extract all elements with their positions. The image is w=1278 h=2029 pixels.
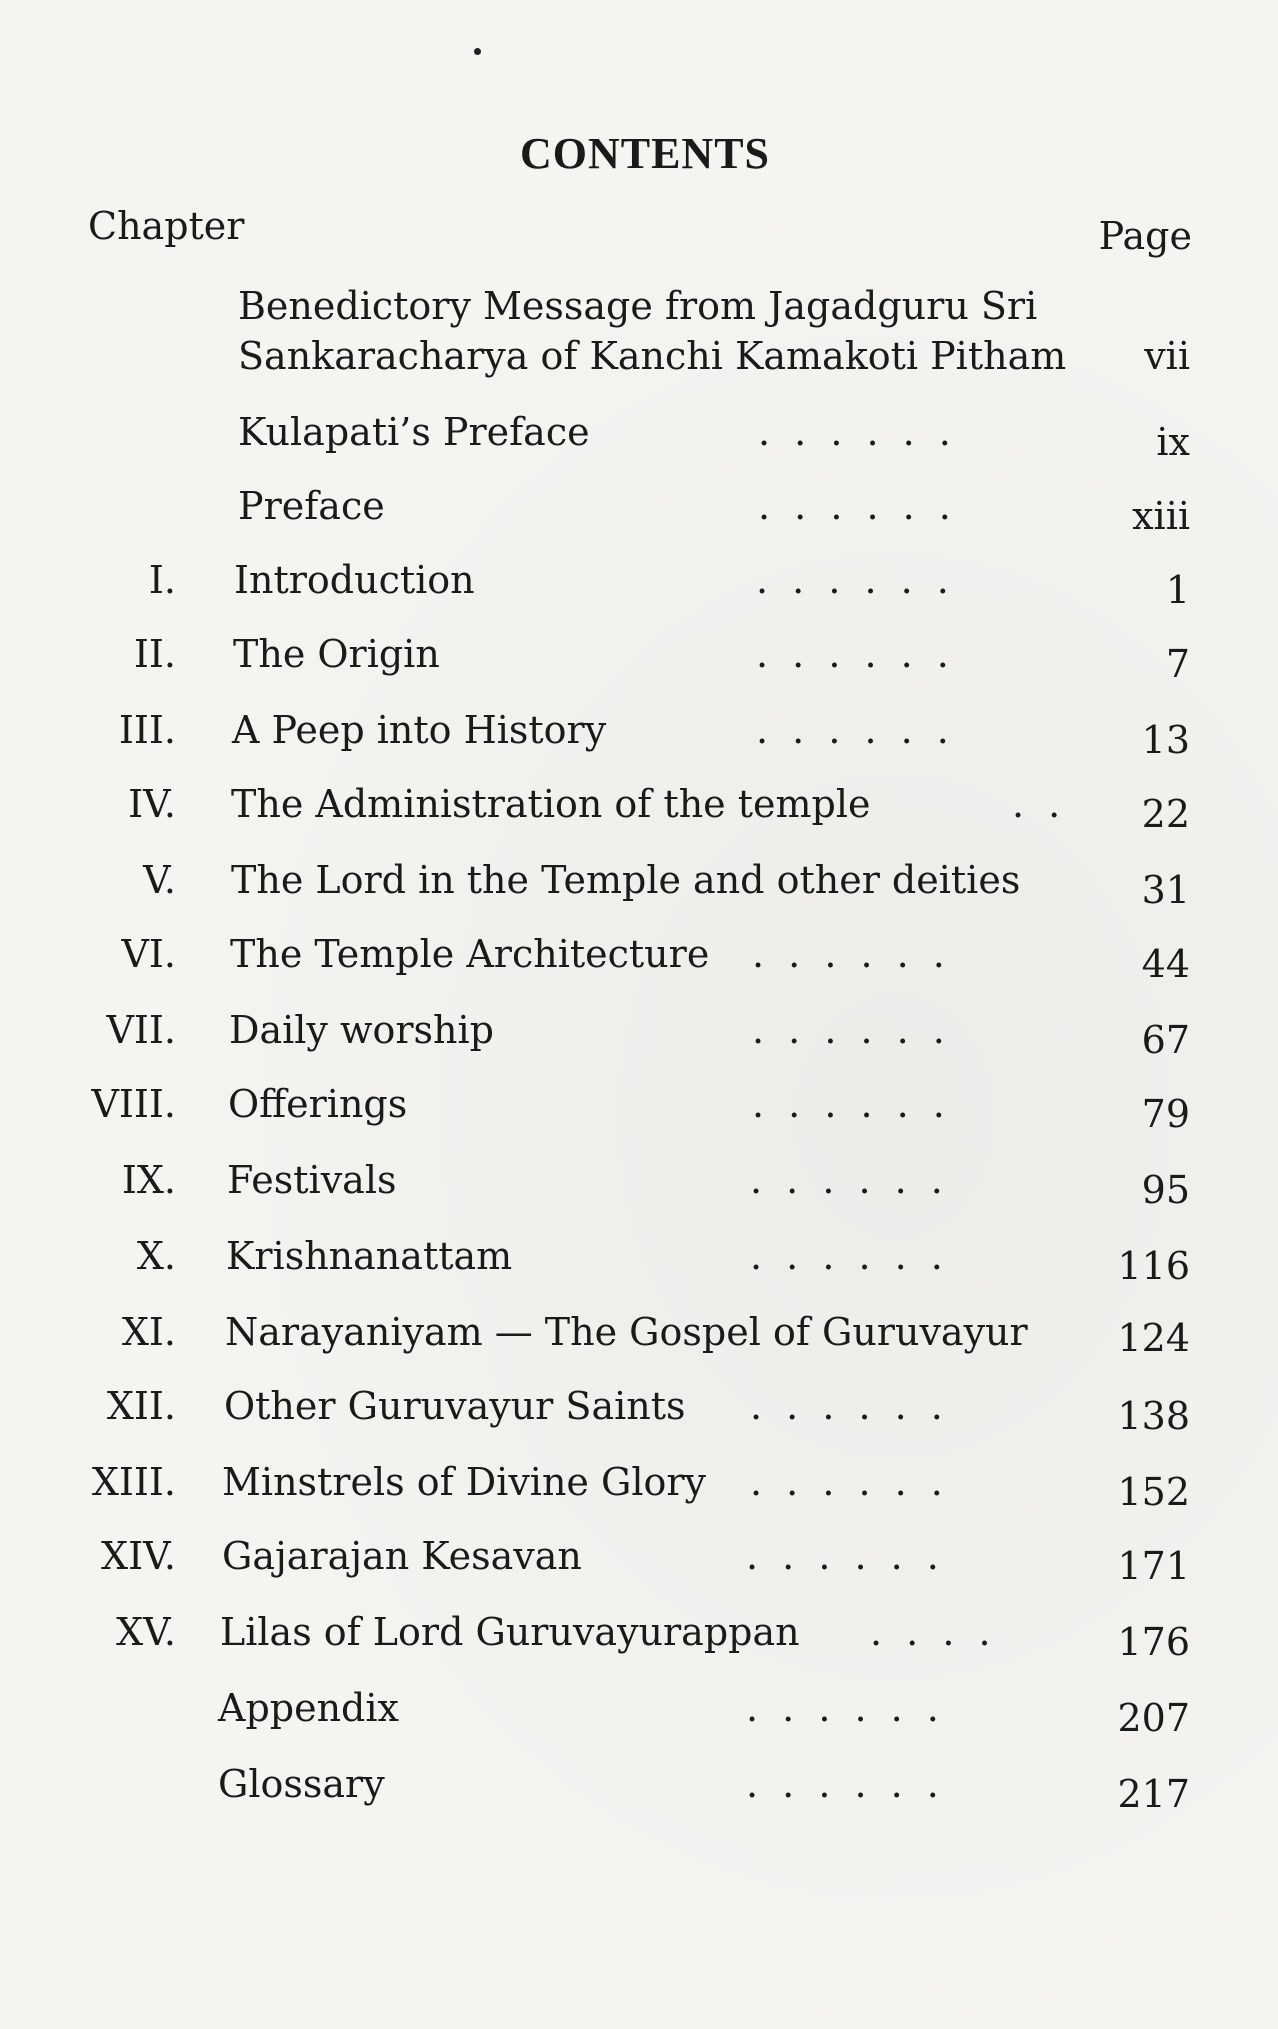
toc-entry-chapter-12 xyxy=(0,1384,1278,1444)
chapter-title: Narayaniyam — The Gospel of Guruvayur xyxy=(225,1310,1028,1354)
chapter-number: II. xyxy=(133,632,176,676)
page-column-header: Page xyxy=(1098,214,1192,258)
dot-leader: . . . . . . xyxy=(750,1384,949,1428)
chapter-number: VII. xyxy=(106,1008,176,1052)
entry-title-line1: Benedictory Message from Jagadguru Sri xyxy=(238,284,1038,328)
chapter-number: XII. xyxy=(106,1384,176,1428)
entry-page: vii xyxy=(1144,334,1190,378)
chapter-title: Introduction xyxy=(234,558,475,602)
toc-entry-chapter-13 xyxy=(0,1460,1278,1520)
dot-leader: . . . . . . xyxy=(758,410,957,454)
chapter-title: The Administration of the temple xyxy=(231,782,871,826)
toc-entry-chapter-7 xyxy=(0,1008,1278,1068)
dot-leader: . . . . . . xyxy=(750,1158,949,1202)
dot-leader: . . . . . . xyxy=(746,1762,945,1806)
ink-dot xyxy=(474,48,481,55)
chapter-title: Offerings xyxy=(228,1082,408,1126)
dot-leader: . . . . . . xyxy=(746,1686,945,1730)
entry-title: Appendix xyxy=(218,1686,399,1730)
entry-title: Glossary xyxy=(218,1762,385,1806)
entry-page: 207 xyxy=(1117,1696,1190,1740)
chapter-title: The Temple Architecture xyxy=(230,932,710,976)
chapter-page: 1 xyxy=(1165,568,1190,612)
chapter-title: Daily worship xyxy=(229,1008,494,1052)
toc-entry-chapter-5 xyxy=(0,858,1278,918)
toc-entry-chapter-1 xyxy=(0,558,1278,618)
toc-entry-chapter-11 xyxy=(0,1310,1278,1370)
dot-leader: . . xyxy=(1012,782,1067,826)
toc-entry-kulapati-preface xyxy=(0,410,1278,470)
dot-leader: . . . . . . xyxy=(752,932,951,976)
toc-entry-chapter-2 xyxy=(0,632,1278,692)
chapter-page: 31 xyxy=(1141,868,1190,912)
toc-entry-glossary xyxy=(0,1762,1278,1822)
entry-title: Preface xyxy=(238,484,385,528)
chapter-title: Other Guruvayur Saints xyxy=(224,1384,686,1428)
entry-title-line2: Sankaracharya of Kanchi Kamakoti Pitham xyxy=(238,334,1067,378)
dot-leader: . . . . . . xyxy=(756,708,955,752)
chapter-title: A Peep into History xyxy=(232,708,607,752)
toc-entry-chapter-9 xyxy=(0,1158,1278,1218)
chapter-number: VIII. xyxy=(91,1082,176,1126)
chapter-number: XI. xyxy=(121,1310,176,1354)
toc-entry-chapter-4 xyxy=(0,782,1278,842)
chapter-page: 138 xyxy=(1117,1394,1190,1438)
chapter-title: Minstrels of Divine Glory xyxy=(222,1460,707,1504)
chapter-title: Festivals xyxy=(227,1158,397,1202)
chapter-page: 95 xyxy=(1141,1168,1190,1212)
chapter-title: The Origin xyxy=(233,632,440,676)
dot-leader: . . . . . . xyxy=(752,1082,951,1126)
chapter-number: I. xyxy=(148,558,176,602)
chapter-number: X. xyxy=(136,1234,176,1278)
entry-title: Kulapati’s Preface xyxy=(238,410,590,454)
chapter-page: 44 xyxy=(1141,942,1190,986)
chapter-title: Gajarajan Kesavan xyxy=(222,1534,582,1578)
toc-entry-preface xyxy=(0,484,1278,544)
chapter-number: VI. xyxy=(121,932,176,976)
dot-leader: . . . . . . xyxy=(756,558,955,602)
toc-entry-chapter-14 xyxy=(0,1534,1278,1594)
chapter-number: XIV. xyxy=(101,1534,176,1578)
chapter-page: 124 xyxy=(1117,1316,1190,1360)
chapter-page: 176 xyxy=(1117,1620,1190,1664)
dot-leader: . . . . . . xyxy=(746,1534,945,1578)
chapter-number: XV. xyxy=(116,1610,176,1654)
chapter-number: IX. xyxy=(121,1158,176,1202)
dot-leader: . . . . . . xyxy=(750,1460,949,1504)
chapter-page: 13 xyxy=(1141,718,1190,762)
chapter-column-header: Chapter xyxy=(88,204,245,248)
dot-leader: . . . . . . xyxy=(750,1234,949,1278)
chapter-number: III. xyxy=(118,708,176,752)
toc-entry-benedictory xyxy=(0,284,1278,378)
chapter-title: The Lord in the Temple and other deities xyxy=(231,858,1021,902)
chapter-page: 152 xyxy=(1117,1470,1190,1514)
page-title: CONTENTS xyxy=(519,129,771,178)
chapter-page: 79 xyxy=(1141,1092,1190,1136)
chapter-page: 67 xyxy=(1141,1018,1190,1062)
chapter-title: Lilas of Lord Guruvayurappan xyxy=(220,1610,800,1654)
entry-page: 217 xyxy=(1117,1772,1190,1816)
chapter-number: XIII. xyxy=(91,1460,176,1504)
dot-leader: . . . . . . xyxy=(752,1008,951,1052)
chapter-title: Krishnanattam xyxy=(226,1234,513,1278)
chapter-page: 171 xyxy=(1117,1544,1190,1588)
dot-leader: . . . . . . xyxy=(758,484,957,528)
toc-entry-chapter-6 xyxy=(0,932,1278,992)
chapter-page: 116 xyxy=(1117,1244,1190,1288)
dot-leader: . . . . xyxy=(870,1610,997,1654)
entry-page: xiii xyxy=(1132,494,1190,538)
toc-entry-chapter-8 xyxy=(0,1082,1278,1142)
toc-entry-chapter-3 xyxy=(0,708,1278,768)
entry-page: ix xyxy=(1156,420,1190,464)
toc-entry-appendix xyxy=(0,1686,1278,1746)
chapter-number: IV. xyxy=(128,782,176,826)
chapter-page: 22 xyxy=(1141,792,1190,836)
chapter-number: V. xyxy=(143,858,176,902)
chapter-page: 7 xyxy=(1165,642,1190,686)
dot-leader: . . . . . . xyxy=(756,632,955,676)
toc-entry-chapter-10 xyxy=(0,1234,1278,1294)
toc-entry-chapter-15 xyxy=(0,1610,1278,1670)
